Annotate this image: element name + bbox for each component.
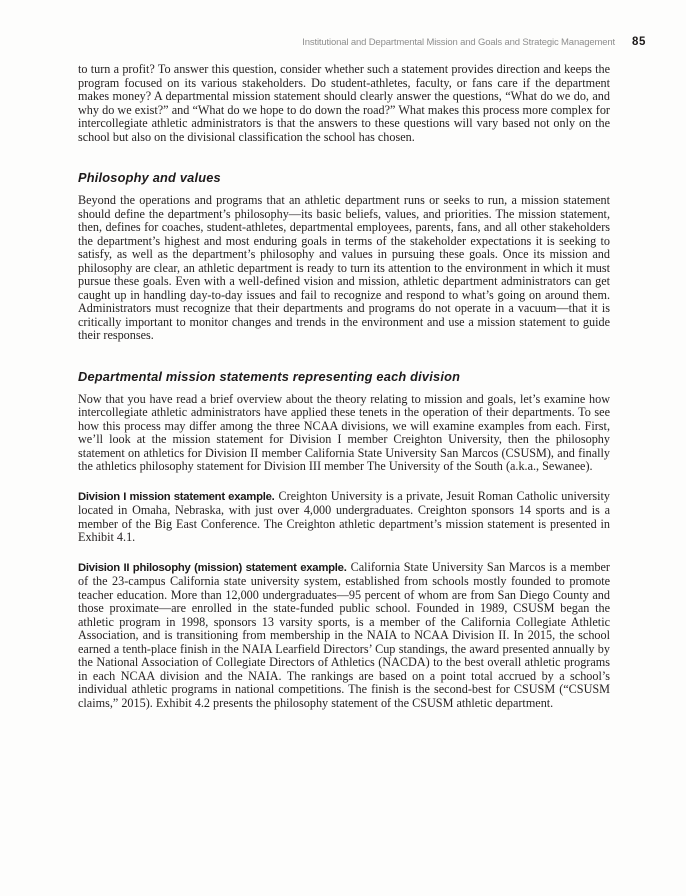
section-heading-departmental-mission-statements: Departmental mission statements representing each division [78,368,461,384]
text-column [78,63,610,710]
intro-paragraph: to turn a profit? To answer this question, consider whether such a statement provides direction and keeps the program focused on its various stakeholders. Do student-athletes, faculty, or fans care if the department makes money? A departmental mission statement should clearly answer the questions, “What do we do, and why do we exist?” and “What do we hope to do down the road?” What makes this process more complex for intercollegiate athletic administrators is that the answers to these questions will vary based not only on the school but also on the divisional classification the school has chosen. [78,62,610,144]
page-header [78,36,646,48]
division1-example-text: Creighton University is a private, Jesuit Roman Catholic university located in Omaha, Nebraska, with just over 4,000 undergraduates. Creighton sponsors 14 sports and is a member of the Big East Conference. The Creighton athletic department’s mission statement is presented in Exhibit 4.1. [78,488,610,544]
division2-example-paragraph [78,561,610,711]
division1-example-paragraph [78,490,610,545]
division2-example-text: California State University San Marcos is a member of the 23-campus California state university system, established from schools mostly founded to promote teacher education. More than 12,000 undergraduates—95 percent of whom are from San Diego County and those proximate—are enrolled in the state-funded public school. Founded in 1989, CSUSM began the athletic program in 1998, sponsors 13 varsity sports, is a member of the California Collegiate Athletic Association, and is transitioning from membership in the NAIA to NCAA Division II. In 2015, the school earned a tenth-place finish in the NAIA Learfield Directors’ Cup standings, the award presented annually by the National Association of Collegiate Directors of Athletics (NACDA) to the best overall athletic programs in each NCAA division and the NAIA. The rankings are based on a point total accrued by a school’s individual athletic programs in national competitions. The finish is the second-best for CSUSM (“CSUSM claims,” 2015). Exhibit 4.2 presents the philosophy statement of the CSUSM athletic department. [78,559,610,710]
philosophy-section-paragraph: Beyond the operations and programs that an athletic department runs or seeks to run, a mission statement should define the department’s philosophy—its basic beliefs, values, and priorities. The mission statement, then, defines for coaches, student-athletes, departmental employees, parents, fans, and all other stakeholders the department’s highest and most enduring goals in terms of the stakeholder expectations it is seeking to satisfy, as well as the department’s philosophy and values in pursuing these goals. Once its mission and philosophy are clear, an athletic department is ready to turn its attention to the environment in which it must pursue these goals. Even with a well-defined vision and mission, athletic department administrators can get caught up in handling day-to-day issues and fail to recognize and respond to what’s going on around them. Administrators must recognize that their departments and programs do not operate in a vacuum—that it is critically important to monitor changes and trends in the environment and use a mission statement to guide their responses. [78,193,610,342]
division2-example-label: Division II philosophy (mission) statement example. [78,561,347,574]
divisions-overview-paragraph: Now that you have read a brief overview about the theory relating to mission and goals, let’s examine how intercollegiate athletic administrators have applied these tenets in the operation of their departments. To see how this process may differ among the three NCAA divisions, we will examine examples from each. First, we’ll look at the mission statement for Division I member Creighton University, then the philosophy statement on athletics for Division II member California State University San Marcos (CSUSM), and finally the athletics philosophy statement for Division III member The University of the South (a.k.a., Sewanee). [78,391,610,473]
running-head: Institutional and Departmental Mission and Goals and Strategic Management [302,37,615,48]
section-heading-philosophy-and-values: Philosophy and values [78,170,221,185]
page-number: 85 [632,36,646,48]
division1-example-label: Division I mission statement example. [78,490,275,503]
